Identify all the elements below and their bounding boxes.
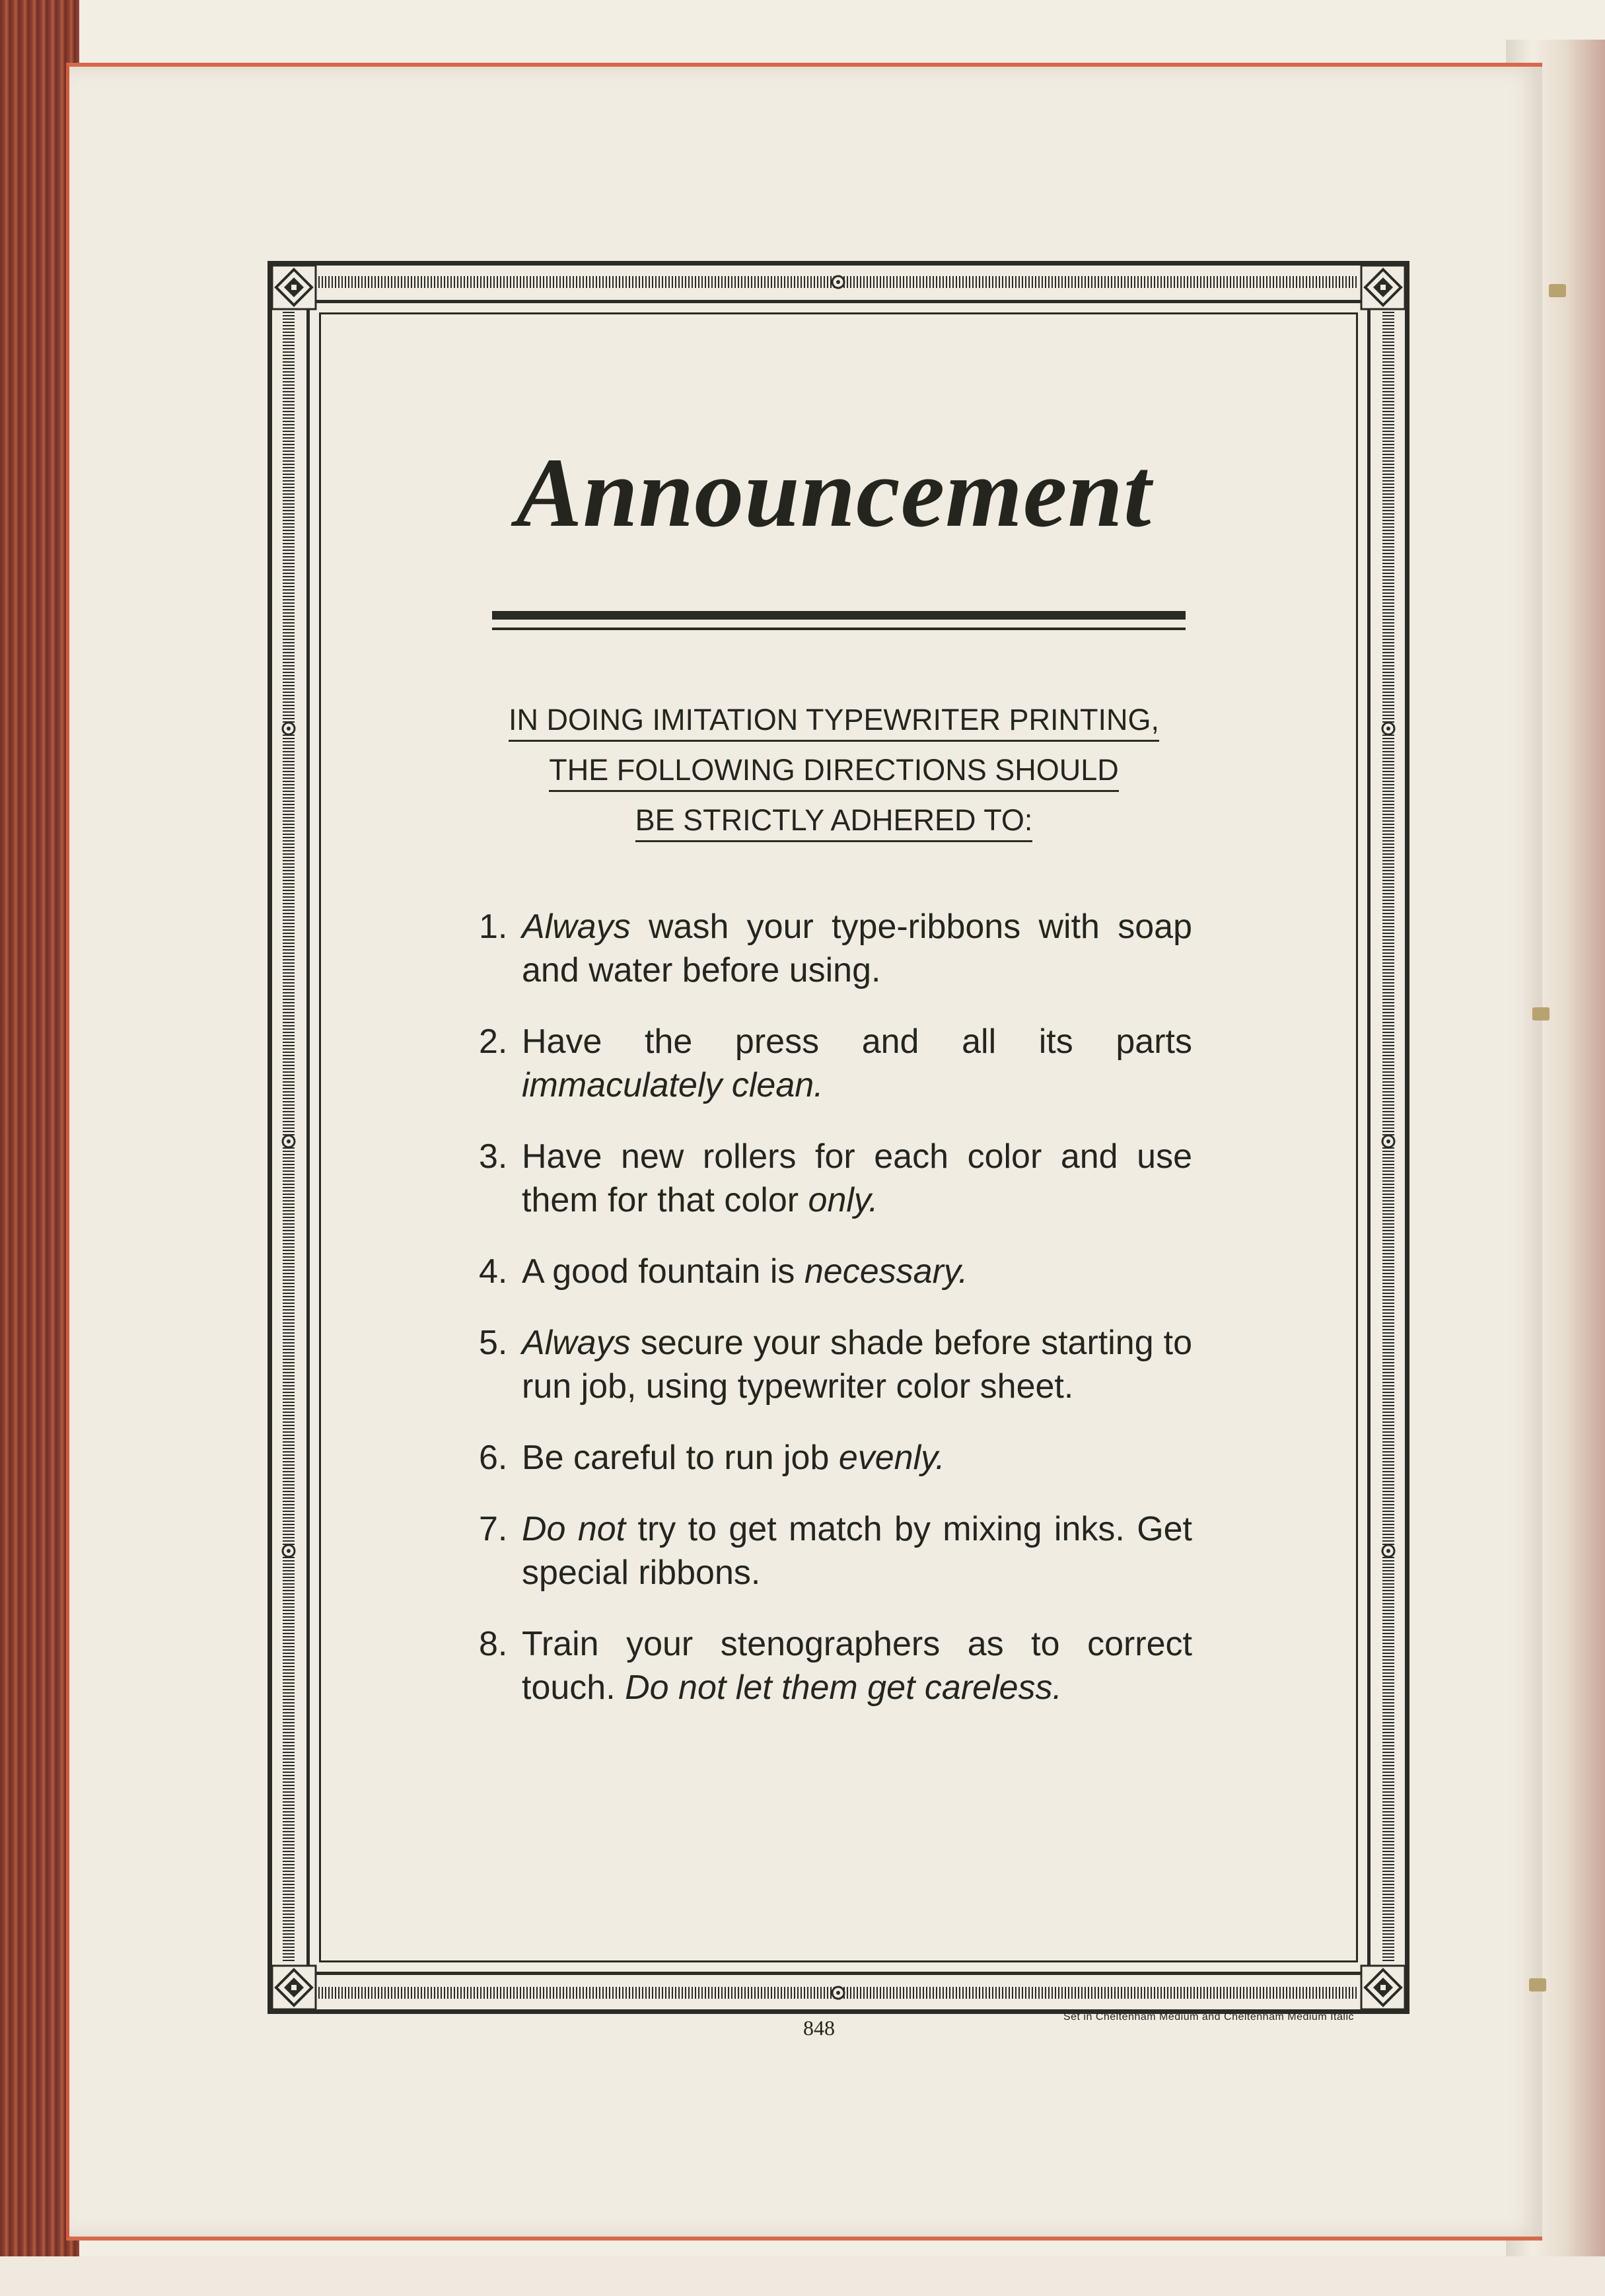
page-number: 848	[803, 2016, 835, 2040]
item-number: 7.	[479, 1510, 508, 1548]
item-text	[522, 1321, 1192, 1408]
corner-ornament-icon	[271, 1964, 317, 2011]
intro-line: BE STRICTLY ADHERED TO:	[635, 802, 1033, 842]
list-item	[479, 1436, 1192, 1480]
rosette-ornament-icon	[281, 1134, 296, 1149]
binding-clip-icon	[1549, 284, 1566, 297]
item-body: Have new rollers for each color and use them for that color	[522, 1137, 1192, 1219]
item-emphasis: Always	[522, 1324, 631, 1362]
item-emphasis: necessary.	[804, 1252, 968, 1291]
item-body: Have the press and all its parts	[522, 1022, 1192, 1061]
list-item	[479, 1020, 1192, 1107]
directions-list	[479, 905, 1192, 1737]
binding-clip-icon	[1529, 1978, 1546, 1991]
binding-clip-icon	[1532, 1007, 1550, 1021]
list-item	[479, 1321, 1192, 1408]
item-number: 5.	[479, 1324, 508, 1362]
page-title: Announcement	[516, 438, 1152, 548]
corner-ornament-icon	[1360, 264, 1406, 310]
item-text	[522, 1250, 1192, 1293]
item-text	[522, 905, 1192, 992]
item-text	[522, 1507, 1192, 1595]
list-item	[479, 1622, 1192, 1709]
item-text	[522, 1020, 1192, 1107]
rosette-ornament-icon	[831, 1986, 845, 2000]
item-emphasis: Do not	[522, 1510, 626, 1548]
item-body: Train your stenographers as to correct touch.	[522, 1625, 1192, 1707]
title-rule-thick	[492, 611, 1186, 620]
item-emphasis: Do not let them get careless.	[625, 1668, 1062, 1707]
item-number: 8.	[479, 1625, 508, 1663]
item-text	[522, 1135, 1192, 1222]
list-item	[479, 1135, 1192, 1222]
item-number: 1.	[479, 908, 508, 946]
rosette-ornament-icon	[831, 275, 845, 289]
item-number: 2.	[479, 1022, 508, 1061]
item-emphasis: Always	[522, 908, 631, 946]
item-body: A good fountain is	[522, 1252, 804, 1291]
rosette-ornament-icon	[1381, 1544, 1396, 1558]
item-body: Be careful to run job	[522, 1439, 839, 1477]
item-body: wash your type-ribbons with soap and water before using.	[522, 908, 1192, 989]
rosette-ornament-icon	[281, 1544, 296, 1558]
corner-ornament-icon	[1360, 1964, 1406, 2011]
item-emphasis: evenly.	[838, 1439, 945, 1477]
item-emphasis: immaculately clean.	[522, 1066, 824, 1104]
item-number: 6.	[479, 1439, 508, 1477]
item-number: 4.	[479, 1252, 508, 1291]
book-bottom-margin	[0, 2256, 1605, 2296]
list-item	[479, 1250, 1192, 1293]
item-number: 3.	[479, 1137, 508, 1176]
rosette-ornament-icon	[1381, 1134, 1396, 1149]
intro-line: IN DOING IMITATION TYPEWRITER PRINTING,	[509, 701, 1159, 742]
item-body: try to get match by mixing inks. Get special ribbons.	[522, 1510, 1193, 1592]
intro-line: THE FOLLOWING DIRECTIONS SHOULD	[549, 752, 1119, 792]
corner-ornament-icon	[271, 264, 317, 310]
typeface-credit: Set in Cheltenham Medium and Cheltenham Medium Italic	[1063, 2011, 1354, 2023]
item-emphasis: only.	[808, 1181, 878, 1219]
title-rule-thin	[492, 628, 1186, 630]
item-text	[522, 1436, 1192, 1480]
list-item	[479, 905, 1192, 992]
intro-heading	[268, 697, 1400, 847]
item-body: secure your shade before starting to run job, using typewriter color sheet.	[522, 1324, 1192, 1406]
list-item	[479, 1507, 1192, 1595]
item-text	[522, 1622, 1192, 1709]
